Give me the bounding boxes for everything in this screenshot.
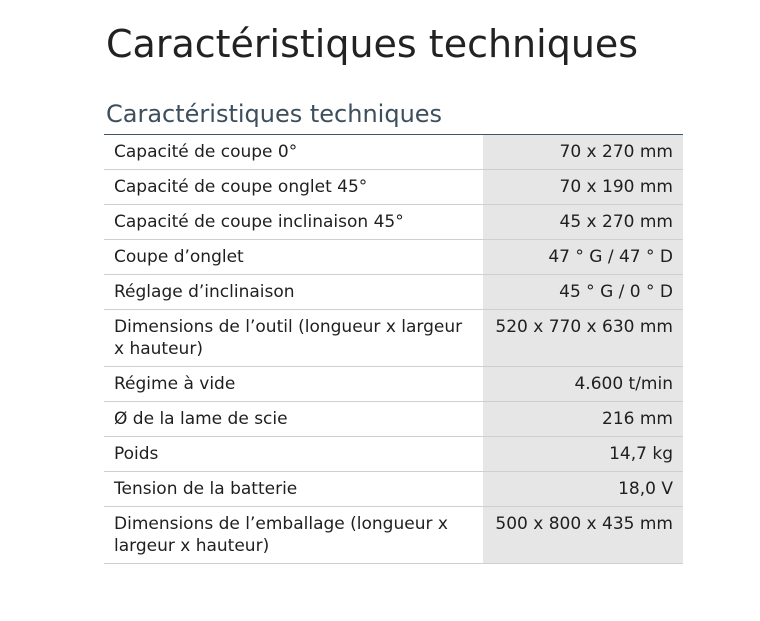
spec-value: 45 ° G / 0 ° D — [483, 275, 683, 310]
table-row — [104, 135, 683, 170]
spec-label: Capacité de coupe onglet 45° — [104, 170, 483, 205]
table-row — [104, 275, 683, 310]
spec-label: Ø de la lame de scie — [104, 402, 483, 437]
spec-table — [104, 134, 683, 564]
spec-label: Tension de la batterie — [104, 472, 483, 507]
table-row — [104, 402, 683, 437]
spec-label: Réglage d’inclinaison — [104, 275, 483, 310]
spec-value: 216 mm — [483, 402, 683, 437]
spec-value: 500 x 800 x 435 mm — [483, 507, 683, 564]
page-title: Caractéristiques techniques — [106, 22, 639, 66]
spec-value: 18,0 V — [483, 472, 683, 507]
spec-label: Capacité de coupe inclinaison 45° — [104, 205, 483, 240]
table-row — [104, 240, 683, 275]
spec-label: Dimensions de l’outil (longueur x largeur x hauteur) — [104, 310, 483, 367]
spec-value: 70 x 190 mm — [483, 170, 683, 205]
table-row — [104, 170, 683, 205]
spec-value: 520 x 770 x 630 mm — [483, 310, 683, 367]
spec-value: 4.600 t/min — [483, 367, 683, 402]
spec-label: Dimensions de l’emballage (longueur x largeur x hauteur) — [104, 507, 483, 564]
table-row — [104, 205, 683, 240]
table-row — [104, 437, 683, 472]
spec-value: 45 x 270 mm — [483, 205, 683, 240]
table-row — [104, 507, 683, 564]
table-row — [104, 310, 683, 367]
spec-label: Poids — [104, 437, 483, 472]
spec-value: 47 ° G / 47 ° D — [483, 240, 683, 275]
spec-value: 70 x 270 mm — [483, 135, 683, 170]
spec-label: Capacité de coupe 0° — [104, 135, 483, 170]
spec-label: Coupe d’onglet — [104, 240, 483, 275]
section-title: Caractéristiques techniques — [106, 100, 443, 128]
table-row — [104, 472, 683, 507]
spec-value: 14,7 kg — [483, 437, 683, 472]
table-row — [104, 367, 683, 402]
spec-label: Régime à vide — [104, 367, 483, 402]
